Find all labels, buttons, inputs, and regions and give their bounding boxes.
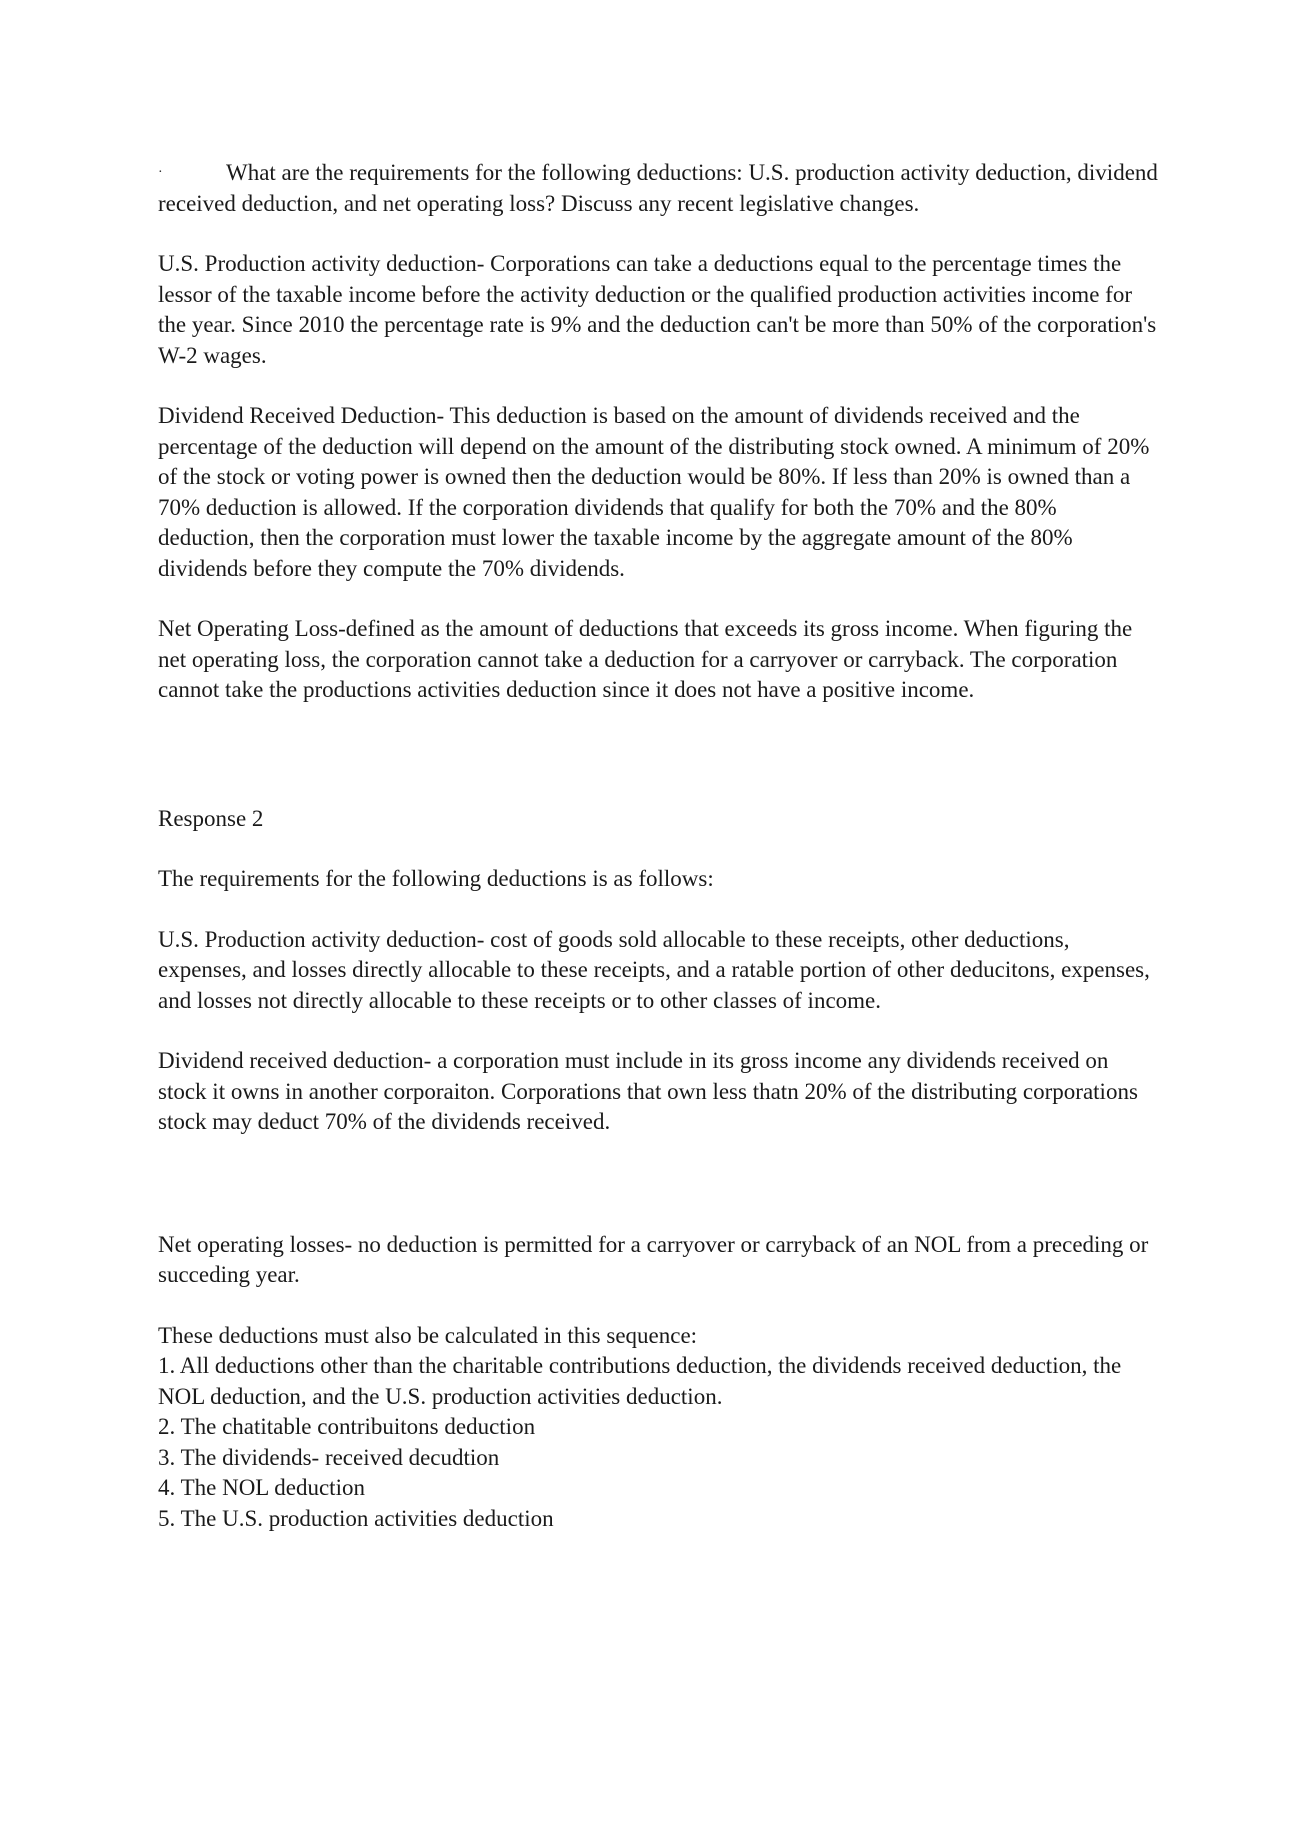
document-page bbox=[158, 158, 1158, 1534]
sequence-intro: These deductions must also be calculated in this sequence: bbox=[158, 1322, 698, 1348]
response2-nol-paragraph: Net operating losses- no deduction is permitted for a carryover or carryback of an NOL from a preceding or succeding year. bbox=[158, 1231, 1149, 1287]
response2-production-paragraph: U.S. Production activity deduction- cost of goods sold allocable to these receipts, other deductions, expenses, and losses directly allocable to these receipts, and a ratable portion of other deducitons, expenses, and losses not directly allocable to these receipts or to other classes of income. bbox=[158, 926, 1150, 1013]
response1-nol-paragraph: Net Operating Loss-defined as the amount of deductions that exceeds its gross income. When figuring the net operating loss, the corporation cannot take a deduction for a carryover or carryback. The corporation cannot take the productions activities deduction since it does not have a positive income. bbox=[158, 616, 1133, 702]
response2-intro: The requirements for the following deductions is as follows: bbox=[158, 866, 714, 891]
question-paragraph bbox=[158, 158, 1158, 219]
response2-heading: Response 2 bbox=[158, 805, 264, 831]
list-item: 2. The chatitable contribuitons deduction bbox=[158, 1414, 536, 1439]
list-item: 5. The U.S. production activities deduction bbox=[158, 1505, 554, 1531]
response1-dividend-paragraph: Dividend Received Deduction- This deduction is based on the amount of dividends received and the percentage of the deduction will depend on the amount of the distributing stock owned. A minimum of 20% of the stock or voting power is owned then the deduction would be 80%. If less than 20% is owned than a 70% deduction is allowed. If the corporation dividends that qualify for both the 70% and the 80% deduction, then the corporation must lower the taxable income by the aggregate amount of the 80% dividends before they compute the 70% dividends. bbox=[158, 403, 1150, 581]
list-item: 1. All deductions other than the charitable contributions deduction, the dividends received deduction, the NOL deduction, and the U.S. production activities deduction. bbox=[158, 1353, 1122, 1409]
response1-production-paragraph: U.S. Production activity deduction- Corporations can take a deductions equal to the percentage times the lessor of the taxable income before the activity deduction or the qualified production activities income for the year. Since 2010 the percentage rate is 9% and the deduction can't be more than 50% of the corporation's W-2 wages. bbox=[158, 251, 1157, 368]
list-item: 4. The NOL deduction bbox=[158, 1475, 365, 1500]
response2-dividend-paragraph: Dividend received deduction- a corporation must include in its gross income any dividends received on stock it owns in another corporaiton. Corporations that own less thatn 20% of the distributing corporations stock may deduct 70% of the dividends received. bbox=[158, 1048, 1138, 1134]
question-text: What are the requirements for the following deductions: U.S. production activity deduction, dividend received deduction, and net operating loss? Discuss any recent legislative changes. bbox=[158, 160, 1158, 216]
list-item: 3. The dividends- received decudtion bbox=[158, 1444, 500, 1470]
bullet-icon: · bbox=[158, 165, 163, 180]
sequence-list bbox=[158, 1321, 1158, 1535]
